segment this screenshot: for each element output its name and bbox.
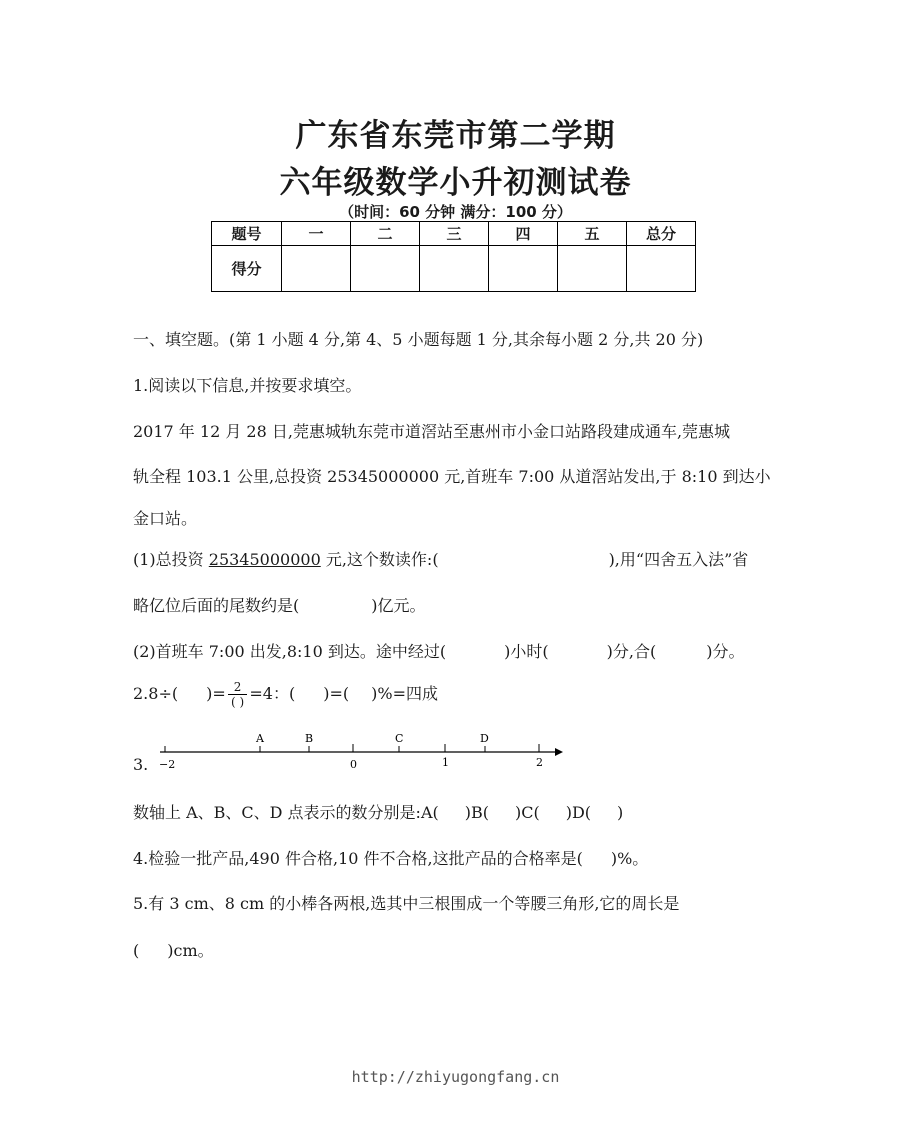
- score-input-cell[interactable]: [558, 246, 627, 292]
- question-1a: [133, 547, 748, 570]
- text: 2.8÷(: [133, 684, 179, 703]
- score-input-cell[interactable]: [351, 246, 420, 292]
- title-line-2: 六年级数学小升初测试卷: [279, 165, 632, 201]
- underlined-number: 25345000000: [208, 550, 321, 569]
- question-4: [133, 846, 648, 869]
- question-1a-cont: [133, 593, 426, 616]
- text: )D(: [565, 803, 592, 822]
- text: 元,这个数读作:(: [320, 550, 439, 569]
- table-cell: 一: [282, 222, 351, 246]
- text: ): [617, 803, 624, 822]
- text: 略亿位后面的尾数约是(: [133, 596, 300, 615]
- number-line: [155, 730, 565, 775]
- question-1b: [133, 639, 744, 662]
- fraction-numerator: 2: [228, 680, 248, 695]
- title-line-1: 广东省东莞市第二学期: [295, 118, 616, 154]
- text: )%=四成: [371, 684, 438, 703]
- text: (2)首班车 7:00 出发,8:10 到达。途中经过(: [133, 642, 447, 661]
- question-1-paragraph: 轨全程 103.1 公里,总投资 25345000000 元,首班车 7:00 从道滘站发出,于 8:10 到达小: [133, 467, 771, 486]
- section-heading: 一、填空题。(第 1 小题 4 分,第 4、5 小题每题 1 分,其余每小题 2 分,共 20 分): [133, 330, 704, 349]
- text: )C(: [515, 803, 540, 822]
- text: )亿元。: [371, 596, 426, 615]
- text: )%。: [610, 849, 649, 868]
- text: )分。: [706, 642, 745, 661]
- point-label: C: [395, 732, 404, 745]
- tick-label: 2: [536, 756, 543, 769]
- question-3-number: 3.: [133, 755, 149, 774]
- fraction: [228, 680, 248, 709]
- text: )=: [206, 684, 226, 703]
- point-label: A: [256, 732, 264, 745]
- text: )B(: [464, 803, 489, 822]
- table-cell: 五: [558, 222, 627, 246]
- table-cell: 得分: [212, 246, 282, 292]
- question-3: [133, 800, 623, 823]
- point-label: B: [305, 732, 314, 745]
- text: 数轴上 A、B、C、D 点表示的数分别是:A(: [133, 803, 439, 822]
- text: )=(: [323, 684, 350, 703]
- table-cell: 二: [351, 222, 420, 246]
- text: )小时(: [504, 642, 549, 661]
- score-table-header-row: [212, 222, 696, 246]
- footer-url[interactable]: http://zhiyugongfang.cn: [351, 1068, 560, 1086]
- question-1-paragraph: 金口站。: [133, 509, 198, 528]
- score-table-score-row: [212, 246, 696, 292]
- fraction-denominator[interactable]: ( ): [230, 695, 245, 709]
- text: (: [133, 941, 140, 960]
- question-5-answer: [133, 938, 214, 961]
- question-1-paragraph: 2017 年 12 月 28 日,莞惠城轨东莞市道滘站至惠州市小金口站路段建成通车,莞惠城: [133, 422, 731, 441]
- question-1-intro: 1.阅读以下信息,并按要求填空。: [133, 376, 362, 395]
- text: (1)总投资: [133, 550, 209, 569]
- text: 4.检验一批产品,490 件合格,10 件不合格,这批产品的合格率是(: [133, 849, 583, 868]
- tick-label: 0: [350, 758, 357, 771]
- text: )分,合(: [606, 642, 657, 661]
- score-table: [211, 221, 696, 292]
- question-2: [133, 680, 438, 709]
- tick-label: −2: [159, 758, 176, 771]
- score-input-cell[interactable]: [489, 246, 558, 292]
- table-cell: 三: [420, 222, 489, 246]
- table-cell: 四: [489, 222, 558, 246]
- question-5: 5.有 3 cm、8 cm 的小棒各两根,选其中三根围成一个等腰三角形,它的周长是: [133, 894, 680, 913]
- point-label: D: [480, 732, 489, 745]
- table-cell: 题号: [212, 222, 282, 246]
- arrow-icon: [555, 748, 563, 756]
- score-input-cell[interactable]: [282, 246, 351, 292]
- text: )cm。: [167, 941, 214, 960]
- score-input-cell[interactable]: [627, 246, 696, 292]
- tick-label: 1: [442, 756, 449, 769]
- text: =4：(: [249, 684, 296, 703]
- subtitle: （时间：60 分钟 满分：100 分）: [339, 203, 572, 221]
- score-input-cell[interactable]: [420, 246, 489, 292]
- text: ),用“四舍五入法”省: [608, 550, 749, 569]
- table-cell: 总分: [627, 222, 696, 246]
